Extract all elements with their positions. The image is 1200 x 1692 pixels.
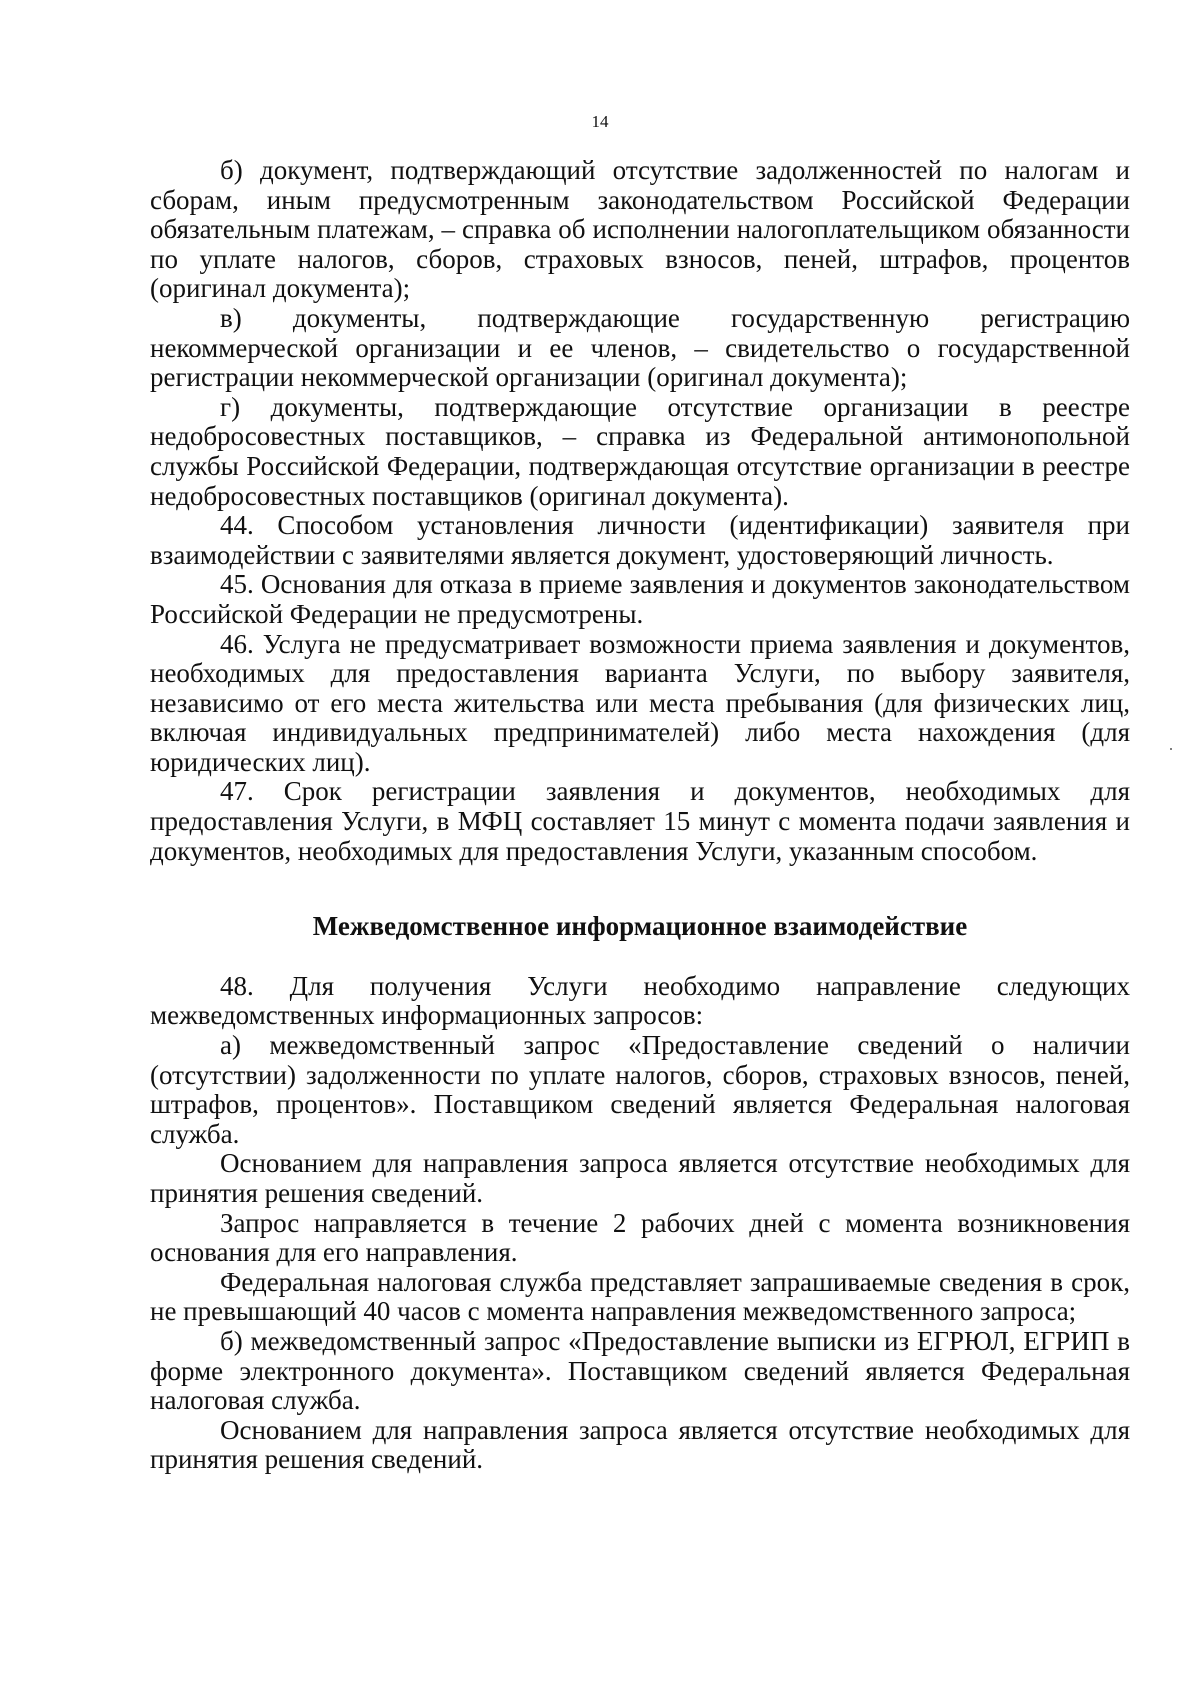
paragraph-request-grounds-2: Основанием для направления запроса является отсутствие необходимых для принятия решения сведений. xyxy=(150,1414,1130,1475)
paragraph-45-refusal-grounds: 45. Основания для отказа в приеме заявления и документов законодательством Российской Федерации не предусмотрены. xyxy=(150,569,1130,629)
scan-speck xyxy=(1170,748,1172,750)
document-body xyxy=(150,156,1130,1475)
paragraph-44-identification: 44. Способом установления личности (идентификации) заявителя при взаимодействии с заявителями является документ, удостоверяющий личность. xyxy=(150,510,1130,570)
page-number: 14 xyxy=(591,112,609,131)
section-heading-interagency: Межведомственное информационное взаимодействие xyxy=(312,911,968,942)
paragraph-request-timing: Запрос направляется в течение 2 рабочих дней с момента возникновения основания для его направления. xyxy=(150,1207,1130,1268)
paragraph-g-unfair-suppliers-registry: г) документы, подтверждающие отсутствие организации в реестре недобросовестных поставщиков, – справка из Федеральной антимонопольной службы Российской Федерации, подтверждающая отсутствие организации в реестре недобросовестных поставщиков (оригинал документа). xyxy=(150,391,1130,511)
paragraph-a-debt-request: а) межведомственный запрос «Предоставление сведений о наличии (отсутствии) задолженности по уплате налогов, сборов, страховых взносов, пеней, штрафов, процентов». Поставщиком сведений является Федеральная налоговая служба. xyxy=(150,1030,1130,1149)
paragraph-v-registration-documents: в) документы, подтверждающие государственную регистрацию некоммерческой организации и ее членов, – свидетельство о государственной регистрации некоммерческой организации (оригинал документа); xyxy=(150,302,1130,393)
paragraph-46-extraterritorial: 46. Услуга не предусматривает возможности приема заявления и документов, необходимых для предоставления варианта Услуги, по выбору заявителя, независимо от его места жительства или места пребывания (для физических лиц, включая индивидуальных предпринимателей) либо места нахождения (для юридических лиц). xyxy=(150,628,1130,777)
paragraph-request-grounds: Основанием для направления запроса является отсутствие необходимых для принятия решения сведений. xyxy=(150,1148,1130,1208)
paragraph-b-egrul-request: б) межведомственный запрос «Предоставление выписки из ЕГРЮЛ, ЕГРИП в форме электронного документа». Поставщиком сведений является Федеральная налоговая служба. xyxy=(150,1325,1130,1416)
paragraph-tax-service-response: Федеральная налоговая служба представляет запрашиваемые сведения в срок, не превышающий 40 часов с момента направления межведомственного запроса; xyxy=(150,1266,1130,1327)
paragraph-48-requests: 48. Для получения Услуги необходимо направление следующих межведомственных информационных запросов: xyxy=(150,970,1130,1031)
paragraph-b-tax-certificate: б) документ, подтверждающий отсутствие задолженностей по налогам и сборам, иным предусмотренным законодательством Российской Федерации обязательным платежам, – справка об исполнении налогоплательщиком обязанности по уплате налогов, сборов, страховых взносов, пеней, штрафов, процентов (оригинал документа); xyxy=(150,155,1130,304)
paragraph-47-registration-term: 47. Срок регистрации заявления и документов, необходимых для предоставления Услуги, в МФЦ составляет 15 минут с момента подачи заявления и документов, необходимых для предоставления Услуги, указанным способом. xyxy=(150,776,1130,866)
